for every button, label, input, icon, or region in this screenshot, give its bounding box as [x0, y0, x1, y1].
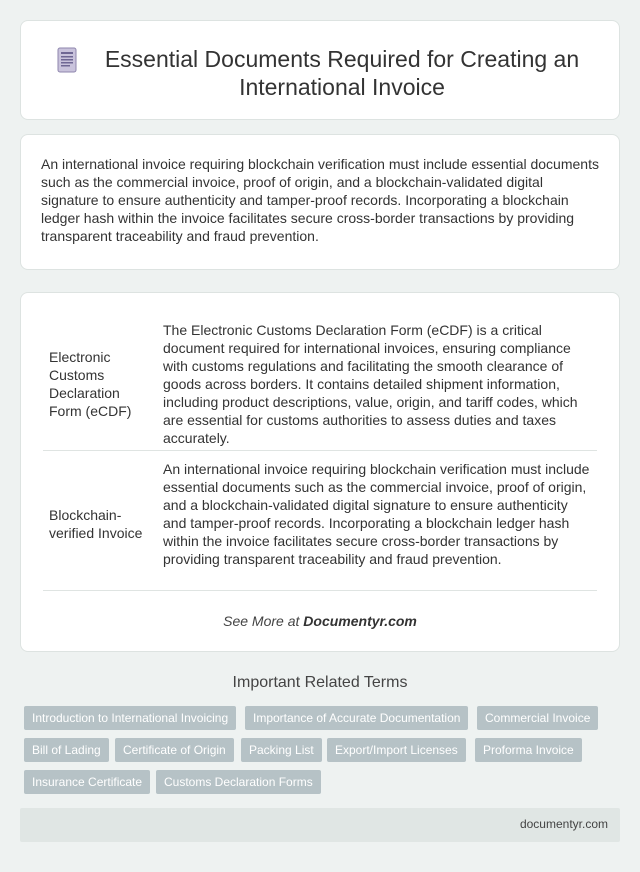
documents-table [20, 292, 620, 652]
related-tag[interactable]: Export/Import Licenses [327, 738, 466, 762]
related-tag[interactable]: Importance of Accurate Documentation [245, 706, 468, 730]
term-cell: Electronic Customs Declaration Form (eCDF) [49, 349, 132, 419]
intro-paragraph: An international invoice requiring blockchain verification must include essential documents such as the commercial invoice, proof of origin, and a blockchain-validated digital signature to ensure authenticity and tamper-proof records. Incorporating a blockchain ledger hash within the invoice facilitates secure cross-border transactions by providing transparent traceability and fraud prevention. [41, 156, 599, 244]
footer [20, 808, 620, 842]
related-tag[interactable]: Certificate of Origin [115, 738, 234, 762]
table-row [43, 451, 597, 591]
related-tag[interactable]: Bill of Lading [24, 738, 109, 762]
related-tag[interactable]: Packing List [241, 738, 322, 762]
see-more-prefix: See More at [223, 613, 304, 629]
related-terms-heading: Important Related Terms [232, 674, 408, 691]
description-cell: An international invoice requiring blockchain verification must include essential documents such as the commercial invoice, proof of origin, and a blockchain-validated digital signature to ensure authenticity and tamper-proof records. Incorporating a blockchain ledger hash within the invoice facilitates secure cross-border transactions by providing transparent traceability and fraud prevention. [163, 461, 590, 567]
related-tag[interactable]: Proforma Invoice [475, 738, 582, 762]
description-cell: The Electronic Customs Declaration Form (eCDF) is a critical document required for international invoices, ensuring compliance with customs regulations and facilitating the smooth clearance of goods across borders. It contains detailed shipment information, including product descriptions, value, origin, and tariff codes, which are essential for customs authorities to assess duties and taxes accurately. [163, 322, 578, 446]
see-more-line [21, 613, 619, 629]
related-tag[interactable]: Customs Declaration Forms [156, 770, 321, 794]
table-row [43, 311, 597, 451]
title-card [20, 20, 620, 120]
related-tag[interactable]: Insurance Certificate [24, 770, 150, 794]
document-icon [57, 47, 77, 73]
footer-link[interactable]: documentyr.com [519, 817, 608, 831]
related-tag[interactable]: Introduction to International Invoicing [24, 706, 236, 730]
term-cell: Blockchain-verified Invoice [49, 507, 143, 541]
see-more-link[interactable]: Documentyr.com [303, 613, 417, 629]
intro-card [20, 134, 620, 270]
page-title: Essential Documents Required for Creating an International Invoice [104, 46, 580, 100]
related-tag[interactable]: Commercial Invoice [477, 706, 598, 730]
